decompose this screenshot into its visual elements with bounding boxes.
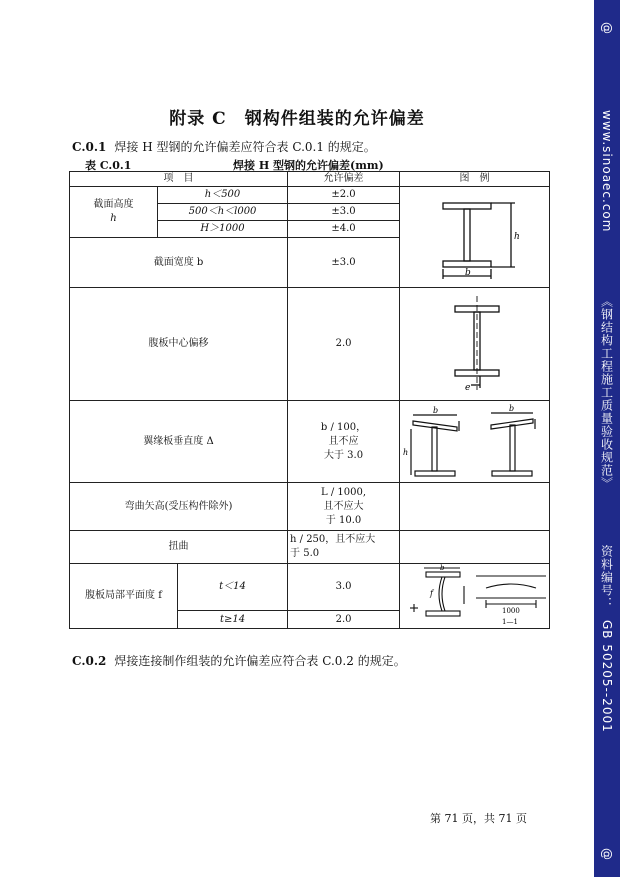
- fig-label-b2: b: [432, 405, 438, 415]
- height-group-label: 截面高度: [93, 199, 134, 210]
- sidebar-at-top: @: [600, 22, 614, 35]
- sidebar-ref-label: 资料编号：: [599, 545, 614, 610]
- fig-label-b4: b: [440, 564, 445, 572]
- table-row: [70, 401, 550, 483]
- camber-value-line1: L / 1000,: [321, 486, 367, 498]
- watermark-sidebar: [594, 0, 620, 877]
- header-deviation: 允许偏差: [288, 172, 400, 187]
- table-row: [70, 564, 550, 611]
- page-footer: 第 71 页，共 71 页: [430, 812, 527, 825]
- clause-number: C.0.1: [72, 140, 107, 154]
- sidebar-doc-title: 《钢结构工程施工质量验收规范》: [599, 295, 614, 490]
- flatness-value-2: 2.0: [288, 611, 400, 629]
- height-group-cell: [70, 187, 158, 238]
- height-cond-2: 500＜h＜l000: [158, 204, 288, 221]
- figure-flange-tilt: [400, 401, 550, 483]
- flatness-value-1: 3.0: [288, 564, 400, 611]
- table-title: 焊接 H 型钢的允许偏差(mm): [233, 159, 384, 172]
- table-row: [70, 288, 550, 401]
- flatness-cond-1: t＜14: [178, 564, 288, 611]
- sidebar-at-bottom: @: [600, 848, 614, 861]
- header-figure: 图 例: [400, 172, 550, 187]
- twist-label: 扭曲: [70, 531, 288, 564]
- clause-c01: [72, 138, 376, 155]
- table-row: [70, 483, 550, 531]
- fig-label-e: e: [464, 383, 470, 393]
- figure-section-height-width: [400, 187, 550, 288]
- fig-label-f: f: [430, 589, 433, 598]
- camber-label: 弯曲矢高(受压构件除外): [70, 483, 288, 531]
- flange-label-text: 翼缘板垂直度 Δ: [143, 435, 214, 447]
- web-center-label: 腹板中心偏移: [70, 288, 288, 401]
- camber-value: [288, 483, 400, 531]
- table-header-row: [70, 172, 550, 187]
- table-label: 表 C.0.1: [85, 159, 132, 172]
- height-group-symbol: h: [110, 213, 117, 224]
- clause-number: C.0.2: [72, 654, 107, 668]
- flatness-cond-2: t≥14: [178, 611, 288, 629]
- height-cond-3: H＞1000: [158, 221, 288, 238]
- sidebar-website: www.sinoaec.com: [600, 110, 614, 233]
- twist-value-line1: h / 250，且不应大: [290, 534, 376, 545]
- flange-value: [288, 401, 400, 483]
- flange-value-line3: 大于 3.0: [323, 449, 364, 461]
- fig-label-length: 1000: [502, 607, 520, 615]
- clause-text: 焊接连接制作组装的允许偏差应符合表 C.0.2 的规定。: [114, 654, 406, 668]
- web-center-value: 2.0: [288, 288, 400, 401]
- fig-label-section: 1—1: [502, 618, 518, 626]
- flange-tilt-figure: [401, 403, 549, 481]
- figure-empty-twist: [400, 531, 550, 564]
- flange-value-line2: 且不应: [328, 435, 359, 447]
- web-flatness-figure: [400, 564, 550, 628]
- table-row: [70, 531, 550, 564]
- deviation-table: [69, 171, 550, 629]
- clause-c02: [72, 652, 406, 669]
- figure-web-center: [400, 288, 550, 401]
- sidebar-ref-code: GB 50205--2001: [600, 620, 614, 733]
- camber-value-line2: 且不应大: [323, 500, 364, 512]
- flange-label: [70, 401, 288, 483]
- fig-label-b3: b: [508, 403, 514, 413]
- height-value-2: ±3.0: [288, 204, 400, 221]
- height-value-3: ±4.0: [288, 221, 400, 238]
- fig-label-b: b: [464, 268, 471, 278]
- table-row: [70, 187, 550, 204]
- figure-web-flatness: [400, 564, 550, 629]
- flange-value-line1: b / 100，: [320, 421, 367, 433]
- width-value: ±3.0: [288, 238, 400, 288]
- flatness-label: 腹板局部平面度 f: [70, 564, 178, 629]
- twist-value: [288, 531, 400, 564]
- twist-value-line2: 于 5.0: [290, 548, 320, 559]
- header-item: 项 目: [70, 172, 288, 187]
- width-label: 截面宽度 b: [70, 238, 288, 288]
- fig-label-h2: h: [402, 447, 408, 457]
- camber-value-line3: 于 10.0: [325, 514, 362, 526]
- clause-text: 焊接 H 型钢的允许偏差应符合表 C.0.1 的规定。: [114, 140, 376, 154]
- figure-empty-camber: [400, 483, 550, 531]
- fig-label-h: h: [513, 232, 520, 242]
- web-offset-figure: [405, 290, 545, 398]
- appendix-title: 附录 C 钢构件组装的允许偏差: [169, 109, 425, 129]
- height-cond-1: h＜500: [158, 187, 288, 204]
- height-value-1: ±2.0: [288, 187, 400, 204]
- h-section-figure: [405, 191, 545, 283]
